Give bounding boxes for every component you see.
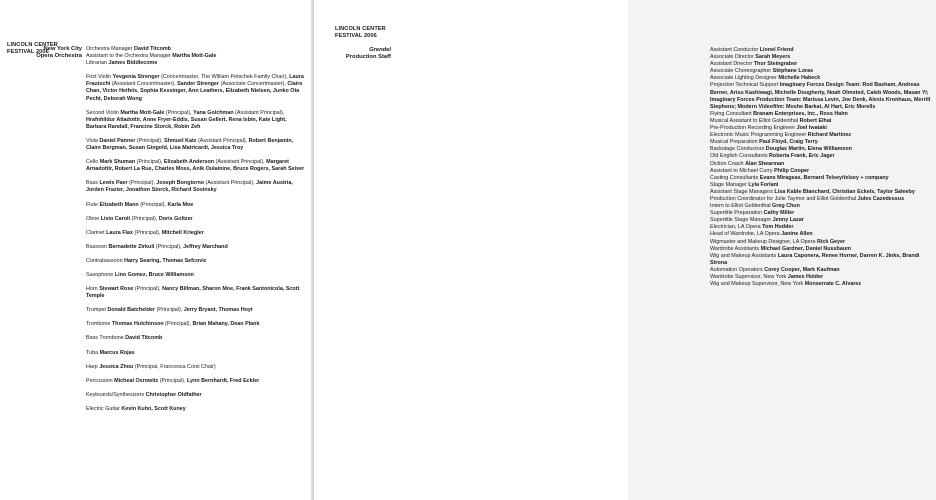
credit-name: Jaime Austria, Jorden Frazier, Jonathon Storck, Richard Sosinsky <box>86 180 293 194</box>
credit-role: Musical Assistant to Elliot Goldenthal <box>710 117 800 124</box>
credit-role: (Assistant Concertmaster), <box>110 81 178 88</box>
credit-name: Elizabeth Anderson <box>163 159 215 166</box>
credit-role: Backstage Conductors <box>710 146 766 153</box>
credit-name: Christopher Oldfather <box>145 391 202 398</box>
credit-name: Donald Batchelder <box>107 307 156 314</box>
credit-entry <box>86 230 308 237</box>
credit-entry <box>710 175 936 182</box>
credit-name: Corey Cooper, Mark Kaufman <box>764 266 840 273</box>
credit-role: (Concertmaster, The William Petschek Family Chair), <box>159 74 290 81</box>
credit-entry <box>86 406 308 413</box>
credit-name: Rick Geyer <box>816 238 846 245</box>
credit-name: Jules Cazedessus <box>857 195 905 202</box>
credit-entry <box>86 159 308 173</box>
credit-name: Roberta Frank, Eric Jager <box>769 153 835 160</box>
credit-entry <box>86 378 308 385</box>
credit-name: Mark Shuman <box>99 159 136 166</box>
credit-name: Michael Gardner, Daniel Nussbaum <box>760 245 851 252</box>
credit-role: Associate Lighting Designer <box>710 75 779 82</box>
credit-role: (Assistant Principal), <box>196 137 249 144</box>
credit-name: Lino Gomez, Bruce Williamson <box>114 271 194 278</box>
credit-name: Robert Benjamin, Claire Bergman, Susan Gingold, Lisa Matricardi, Jessica Troy <box>86 137 294 152</box>
section-label: Production Staff <box>345 54 391 60</box>
credit-name: Alan Shearman <box>745 160 785 167</box>
credit-role: Pre-Production Recording Engineer <box>710 125 797 132</box>
credit-name: Tom Hodder <box>762 224 794 231</box>
credit-role: Tuba <box>86 349 100 356</box>
credit-name: Janine Allen <box>781 231 813 238</box>
credit-role: (Principal), <box>133 229 162 236</box>
credit-name: Jessica Zhou <box>99 363 134 370</box>
credit-role: Flying Consultant <box>710 110 754 117</box>
credit-entry <box>710 111 936 118</box>
credit-entry <box>710 281 936 288</box>
credit-entry <box>710 203 936 210</box>
credit-entry <box>710 118 936 125</box>
credit-entry <box>86 364 308 371</box>
credit-name: Michelle Habeck <box>778 75 821 82</box>
festival-header: LINCOLN CENTER FESTIVAL 2006 <box>7 42 58 55</box>
credit-entry <box>86 350 308 357</box>
credit-role: (Principal), <box>164 109 194 116</box>
credit-role: Casting Consultants <box>710 174 760 181</box>
credit-entry <box>86 180 308 194</box>
credit-entry <box>710 153 936 160</box>
credit-name: Douglas Martin, Elena Williamson <box>765 146 852 153</box>
credit-role: Flute <box>86 201 100 208</box>
credit-entry <box>710 267 936 274</box>
credit-name: Richard Martinez <box>807 132 852 139</box>
credit-name: Stewart Rose <box>99 286 134 293</box>
credit-role: Projection Technical Support <box>710 82 780 89</box>
credit-role: Keyboards/Synthesizers <box>86 391 146 398</box>
credit-role: Assistant to the Orchestra Manager <box>86 53 173 60</box>
credit-entry <box>86 307 308 314</box>
credit-name: Brian Mahany, Dean Plank <box>192 321 260 328</box>
credit-entry <box>86 392 308 399</box>
credit-role: Viola <box>86 137 100 144</box>
credit-role: Orchestra Manager <box>86 46 134 52</box>
credit-role: Assistant to Michael Curry <box>710 167 775 174</box>
credit-role: Clarinet <box>86 229 107 236</box>
credit-role: (Assistant Principal), <box>214 159 267 166</box>
credits-list <box>86 46 308 413</box>
right-page <box>314 0 931 500</box>
credit-entry <box>710 82 936 110</box>
credit-name: Paul Floyd, Craig Terry <box>759 139 818 146</box>
credit-role: Bass <box>86 180 100 187</box>
credit-name: Greg Chun <box>772 203 800 210</box>
credit-entry <box>710 75 936 82</box>
credit-name: Harry Searing, Thomas Sefcovic <box>124 257 207 264</box>
credit-role: Stage Manager <box>710 181 749 188</box>
credit-role: First Violin <box>86 74 113 81</box>
credit-entry <box>86 46 308 53</box>
credit-role: Electrician, LA Opera <box>710 224 763 231</box>
credit-entry <box>710 210 936 217</box>
left-page <box>0 0 314 500</box>
credit-entry <box>710 274 936 281</box>
credit-name: Margaret Arnadottir, Robert La Rue, Charles Moss, Anik Oulainine, Bruce Rogers, Sarah Seiver <box>86 159 305 173</box>
credit-role: Oboe <box>86 215 101 222</box>
credit-role: Electronic Music Programming Engineer <box>710 132 808 139</box>
credit-name: Yevgenia Strenger <box>112 74 160 81</box>
credit-name: Joel Iwataki <box>796 125 827 132</box>
credit-entry <box>86 202 308 209</box>
credit-name: Nancy Billman, Sharon Moe, Frank Santonicola, Scott Temple <box>86 286 300 300</box>
credit-role: (Principal), <box>138 201 168 208</box>
credit-name: Lionel Friend <box>759 47 794 53</box>
credit-role: Intern to Elliot Goldenthal <box>710 203 773 210</box>
credit-role: Associate Director <box>710 54 756 61</box>
credit-name: Evans Mirageas, Bernard Telsey/telsey + company <box>759 174 889 181</box>
credit-name: Monserrate C. Alvarez <box>804 281 862 288</box>
credit-name: Lynn Bernhardt, Fred Eckler <box>186 377 260 384</box>
credit-name: Jenny Lazar <box>772 217 804 224</box>
credit-role: (Assistant Principal), <box>233 109 285 116</box>
credit-entry <box>86 74 308 102</box>
credit-name: Shmuel Katz <box>164 137 197 144</box>
credit-role: Wardrobe Supervisor, New York <box>710 274 788 280</box>
credit-role: (Principal), <box>127 180 157 187</box>
credit-entry <box>86 258 308 265</box>
credit-entry <box>86 244 308 251</box>
credit-role: Wardrobe Assistants <box>710 245 761 252</box>
credit-role: Bass Trombone <box>86 335 126 342</box>
credit-entry <box>86 53 308 60</box>
credit-role: (Principal), <box>130 215 159 222</box>
credit-name: Stéphane Loras <box>772 68 814 75</box>
credit-entry <box>86 286 308 300</box>
credit-role: Assistant Conductor <box>710 47 760 53</box>
credit-role: Trombone <box>86 321 112 328</box>
credit-role: (Principal), <box>155 307 184 314</box>
credit-name: Lyla Forlani <box>748 181 779 188</box>
credit-name: Thor Steingraber <box>753 61 798 68</box>
credit-entry <box>710 224 936 231</box>
credit-role: Supertitle Stage Manager <box>710 217 773 224</box>
credit-entry <box>86 110 308 131</box>
credit-name: Lisa Kable Blanchard, Christian Eckels, Taylor Saleeby <box>774 188 915 195</box>
credit-entry <box>710 217 936 224</box>
credit-entry <box>710 246 936 253</box>
credit-role: Wig and Makeup Supervisor, New York <box>710 281 805 288</box>
credit-name: Mitchell Kriegler <box>161 229 204 236</box>
credit-role: Associate Choreographer <box>710 68 773 75</box>
credit-name: David Titcomb <box>133 46 171 52</box>
credit-entry <box>710 239 936 246</box>
credit-role: Assistant Stage Managers <box>710 188 775 195</box>
credit-name: Marcus Rojas <box>99 349 135 356</box>
credit-role: Librarian <box>86 60 109 67</box>
credit-name: Elizabeth Mann <box>99 201 139 208</box>
credit-name: Sander Strenger <box>177 81 220 88</box>
credit-entry <box>86 272 308 279</box>
credit-role: Cello <box>86 159 100 166</box>
credit-entry <box>710 68 936 75</box>
credit-role: Old English Consultants <box>710 153 770 160</box>
credit-entry <box>86 335 308 342</box>
credit-name: Martha Mott-Gale <box>120 109 165 116</box>
credit-role: (Assistant Principal), <box>204 180 257 187</box>
credit-name: Laura Caponera, Renee Horner, Darren K. Jinks, Brandi Strona <box>710 252 920 266</box>
credit-role: Supertitle Preparation <box>710 210 764 217</box>
credit-role: (Principal), <box>135 137 165 144</box>
credit-role: Wigmaster and Makeup Designer, LA Opera <box>710 238 817 245</box>
credit-entry <box>710 146 936 153</box>
credit-entry <box>710 168 936 175</box>
credit-role: Assistant Director <box>710 61 754 68</box>
credit-entry <box>86 60 308 67</box>
credit-name: Laura Flax <box>106 229 134 236</box>
credit-entry <box>710 196 936 203</box>
credit-role: (Principal, Francesca Corsi Chair) <box>133 363 216 370</box>
credit-role: Diction Coach <box>710 160 746 167</box>
credit-name: Daniel Panner <box>99 137 136 144</box>
credit-role: Second Violin <box>86 109 121 116</box>
credit-role: Trumpet <box>86 307 108 314</box>
credit-entry <box>86 321 308 328</box>
credit-name: Cathy Miller <box>763 210 795 217</box>
credit-name: Martha Mott-Gale <box>172 53 217 60</box>
credit-name: Joseph Bongiorno <box>156 180 205 187</box>
festival-header: LINCOLN CENTER FESTIVAL 2006 <box>335 26 386 39</box>
credit-role: (Principal), <box>158 377 187 384</box>
credit-name: David Titcomb <box>125 335 163 342</box>
section-label-title: Grendel <box>369 47 391 53</box>
credit-name: James Biddlecome <box>108 60 158 67</box>
credit-entry <box>710 182 936 189</box>
credit-name: Robert Elhai <box>799 117 832 124</box>
credit-name: Karla Moe <box>167 201 194 208</box>
credit-name: Livio Caroli <box>100 215 131 222</box>
credit-name: Sarah Meyers <box>755 54 791 61</box>
credit-role: Bassoon <box>86 243 109 250</box>
credit-role: Contrabassoon <box>86 257 125 264</box>
credit-entry <box>710 189 936 196</box>
credit-entry <box>86 216 308 223</box>
credit-entry <box>710 139 936 146</box>
credit-name: James Holder <box>787 274 824 280</box>
credit-role: (Principal), <box>154 243 184 250</box>
credit-role: Automation Operators <box>710 266 765 273</box>
credit-role: (Principal), <box>163 321 193 328</box>
credit-entry <box>710 161 936 168</box>
credit-name: Doris Goltzer <box>158 215 193 222</box>
credit-name: Micheal Osrowitz <box>114 377 159 384</box>
credit-name: Hrafnhildur Atladottir, Anne Fryer-Eddis, Susan Gellert, Rena Isbin, Kate Light, Barbara Randall, Francine Storck, Robin Zeh <box>86 116 287 130</box>
credit-name: Bernadette Zirkuli <box>108 243 155 250</box>
credit-entry <box>710 132 936 139</box>
credit-role: Electric Guitar <box>86 405 122 412</box>
credit-entry <box>86 138 308 152</box>
credit-entry <box>710 61 936 68</box>
section-label: New York City Opera Orchestra <box>36 46 82 59</box>
credit-role: Horn <box>86 286 100 293</box>
credit-name: Claire Chan, Victor Heifets, Sophia Kessinger, Ann Leathers, Elizabeth Nielsen, Junko Ota Pecht, Deborah Wong <box>86 81 303 102</box>
credit-role: Head of Wardrobe, LA Opera <box>710 231 782 238</box>
credit-role: Wig and Makeup Assistants <box>710 252 778 259</box>
credit-name: Lewis Paer <box>99 180 128 187</box>
credit-name: Yana Goichman <box>193 109 234 116</box>
credit-role: (Principal), <box>133 286 163 293</box>
credit-entry <box>710 231 936 238</box>
credit-entry <box>710 47 936 54</box>
credit-role: (Principal), <box>135 159 164 166</box>
credit-name: Kevin Kuhn, Scott Kuney <box>121 405 186 412</box>
credit-name: Philip Cooper <box>774 167 810 174</box>
credit-name: Jeffrey Marchand <box>183 243 228 250</box>
credit-role: Production Coordinator for Julie Taymor and Elliot Goldenthal <box>710 195 858 202</box>
credit-role: (Associate Concertmaster), <box>219 81 288 88</box>
credits-list <box>710 47 936 288</box>
credit-name: Imaginary Forces Design Team: Rod Basham, Andreas Berner, Arisu Kashiwagi, Michelle Dougherty, Noah Olmsted, Caleb Woods, Masan Yi; Imaginary Forces Production Team: Marissa Levin, Joe Denk, Alexis Kronhaus, Merrill Stephens; Modern Videofilm: Moshe Barkat, Al Hart, Eric Morells <box>710 82 931 110</box>
credit-name: Branam Enterprises, Inc., Ross Hahn <box>753 110 848 117</box>
credit-entry <box>710 54 936 61</box>
credit-name: Laura Frautschi <box>86 74 304 88</box>
credit-name: Jerry Bryant, Thomas Hoyt <box>183 307 253 314</box>
credit-role: Musical Preparation <box>710 139 760 146</box>
credit-role: Saxophone <box>86 271 115 278</box>
credit-name: Thomas Hutchinson <box>111 321 164 328</box>
credit-role: Percussion <box>86 377 115 384</box>
credit-entry <box>710 125 936 132</box>
credit-role: Harp <box>86 363 100 370</box>
credit-entry <box>710 253 936 267</box>
